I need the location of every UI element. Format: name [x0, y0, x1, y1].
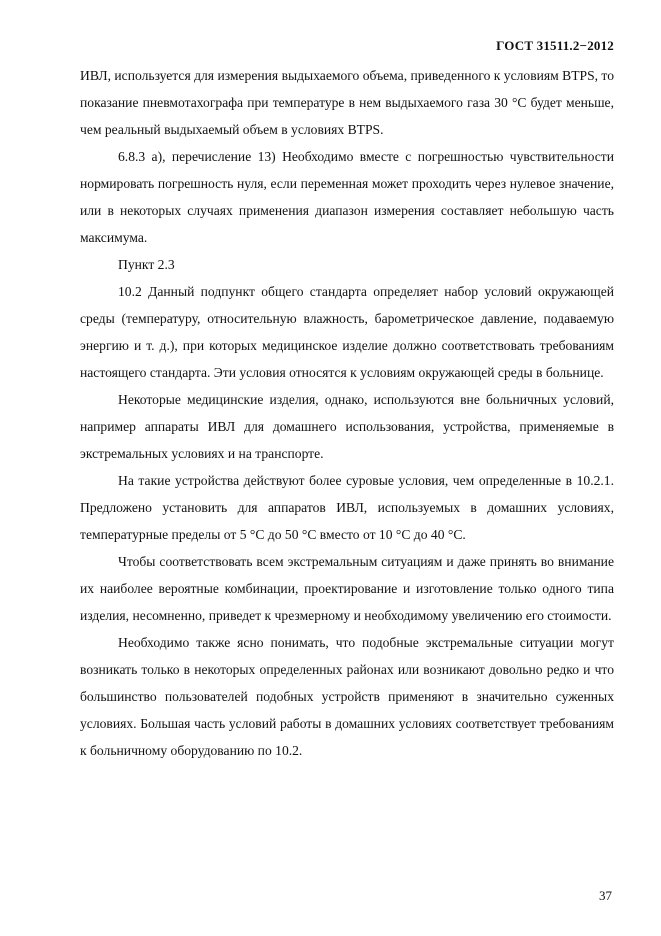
document-body	[80, 62, 614, 764]
paragraph-conclusion: Необходимо также ясно понимать, что подобные экстремальные ситуации могут возникать только в некоторых определенных районах или возникают довольно редко и что большинство пользователей подобных устройств применяют в значительно суженных условиях. Большая часть условий работы в домашних условиях соответствует требованиям к больничному оборудованию по 10.2.	[80, 635, 614, 758]
document-header: ГОСТ 31511.2−2012	[496, 38, 614, 53]
paragraph-10-2: 10.2 Данный подпункт общего стандарта определяет набор условий окружающей среды (температуру, относительную влажность, барометрическое давление, подаваемую энергию и т. д.), при которых медицинское изделие должно соответствовать требованиям настоящего стандарта. Эти условия относятся к условиям окружающей среды в больнице.	[80, 284, 614, 380]
paragraph-continuation: ИВЛ, используется для измерения выдыхаемого объема, приведенного к условиям BTPS, то показание пневмотахографа при температуре в нем выдыхаемого газа 30 °С будет меньше, чем реальный выдыхаемый объем в условиях BTPS.	[80, 68, 614, 137]
paragraph-extreme-situations: Чтобы соответствовать всем экстремальным ситуациям и даже принять во внимание их наиболее вероятные комбинации, проектирование и изготовление только одного типа изделия, несомненно, приведет к чрезмерному и необходимому увеличению его стоимости.	[80, 554, 614, 623]
paragraph-6-8-3: 6.8.3 a), перечисление 13) Необходимо вместе с погрешностью чувствительности нормировать погрешность нуля, если переменная может проходить через нулевое значение, или в некоторых случаях применения диапазон измерения составляет небольшую часть максимума.	[80, 149, 614, 245]
paragraph-harsh-conditions: На такие устройства действуют более суровые условия, чем определенные в 10.2.1. Предложено установить для аппаратов ИВЛ, используемых в домашних условиях, температурные пределы от 5 °С до 50 °С вместо от 10 °С до 40 °С.	[80, 473, 614, 542]
page-number: 37	[599, 888, 612, 903]
paragraph-non-hospital: Некоторые медицинские изделия, однако, используются вне больничных условий, например аппараты ИВЛ для домашнего использования, устройства, применяемые в экстремальных условиях и на транспорте.	[80, 392, 614, 461]
section-heading-2-3: Пункт 2.3	[118, 257, 175, 272]
